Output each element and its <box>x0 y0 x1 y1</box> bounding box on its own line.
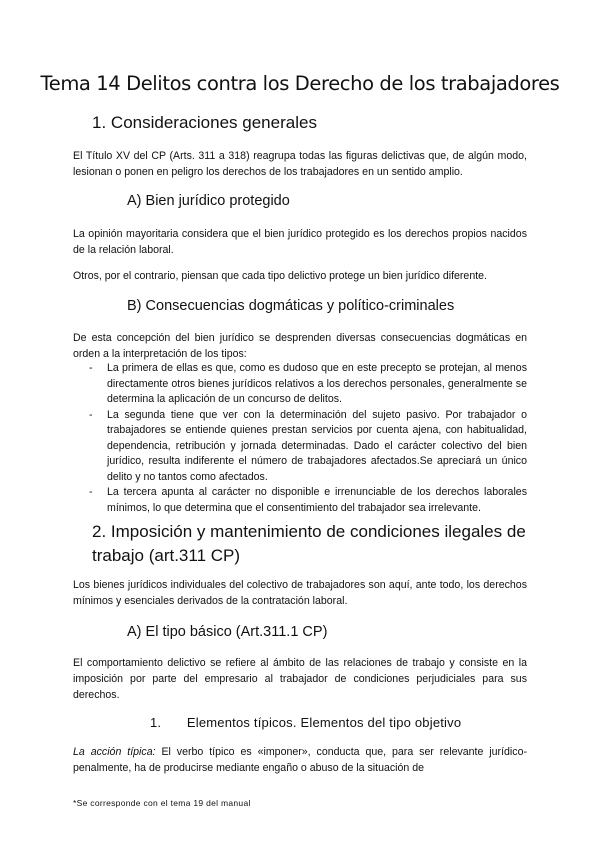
section-2-heading <box>92 520 532 568</box>
subsection-1a-heading: A) Bien jurídico protegido <box>127 193 290 209</box>
document-title: Tema 14 Delitos contra los Derecho de los trabajadores <box>40 72 560 95</box>
list-item-text: La tercera apunta al carácter no disponible e irrenunciable de los derechos laborales mínimos, lo que determina que el consentimiento del trabajador sea irrelevante. <box>107 486 527 514</box>
list-item-text: La primera de ellas es que, como es dudoso que en este precepto se protejan, al menos directamente otros bienes jurídicos relativos a los derechos personales, generalmente se determina la aplicación de un concurso de delitos. <box>107 362 527 405</box>
accion-tipica-text: El verbo típico es «imponer», conducta que, para ser relevante jurídico-penalmente, ha de producirse mediante engaño o abuso de la situación de <box>73 746 527 774</box>
subsubsection-1-heading <box>150 715 461 730</box>
section-2-title: Imposición y mantenimiento de condiciones ilegales de trabajo (art.311 CP) <box>92 522 526 565</box>
subsection-2a-paragraph-1: El comportamiento delictivo se refiere al ámbito de las relaciones de trabajo y consiste en la imposición por parte del empresario al trabajador de condiciones perjudiciales para sus derechos. <box>73 657 527 701</box>
dash-bullet: - <box>89 362 93 374</box>
subsection-1a-paragraph-2: Otros, por el contrario, piensan que cada tipo delictivo protege un bien jurídico diferente. <box>73 270 487 282</box>
subsection-1b-heading: B) Consecuencias dogmáticas y político-criminales <box>127 298 455 314</box>
subsection-1a-paragraph-1: La opinión mayoritaria considera que el bien jurídico protegido es los derechos propios nacidos de la relación laboral. <box>73 228 527 256</box>
dash-bullet: - <box>89 408 93 421</box>
accion-tipica-paragraph <box>73 744 527 776</box>
section-1-title: Consideraciones generales <box>110 113 317 132</box>
section-1-heading <box>92 113 317 133</box>
footnote: *Se corresponde con el tema 19 del manual <box>73 798 251 808</box>
list-item <box>73 408 527 486</box>
subsubsection-1-title: Elementos típicos. Elementos del tipo objetivo <box>186 715 462 730</box>
consequences-list <box>73 361 527 516</box>
list-item-text: La segunda tiene que ver con la determinación del sujeto pasivo. Por trabajador o trabajadores se entiende quienes prestan servicios por cuenta ajena, con habitualidad, dependencia, retribución y jornada determinadas. Dado el carácter colectivo del bien jurídico, resulta indiferente el número de trabajadores afectados.Se apreciará un único delito y no tantos como afectados. <box>107 408 527 483</box>
list-item <box>73 361 527 408</box>
section-1-number: 1. <box>92 113 107 132</box>
dash-bullet: - <box>89 486 93 498</box>
list-item <box>73 485 527 516</box>
subsection-2a-heading: A) El tipo básico (Art.311.1 CP) <box>127 624 328 640</box>
section-1-intro: El Título XV del CP (Arts. 311 a 318) reagrupa todas las figuras delictivas que, de algún modo, lesionan o ponen en peligro los derechos de los trabajadores en un sentido amplio. <box>73 150 527 178</box>
subsection-1b-paragraph-1: De esta concepción del bien jurídico se desprenden diversas consecuencias dogmáticas en orden a la interpretación de los tipos: <box>73 332 527 360</box>
accion-tipica-label: La acción típica: <box>73 746 156 758</box>
subsubsection-1-number: 1. <box>150 715 162 730</box>
section-2-intro: Los bienes jurídicos individuales del colectivo de trabajadores son aquí, ante todo, los derechos mínimos y esenciales derivados de la contratación laboral. <box>73 579 527 607</box>
section-2-number: 2. <box>92 522 107 541</box>
